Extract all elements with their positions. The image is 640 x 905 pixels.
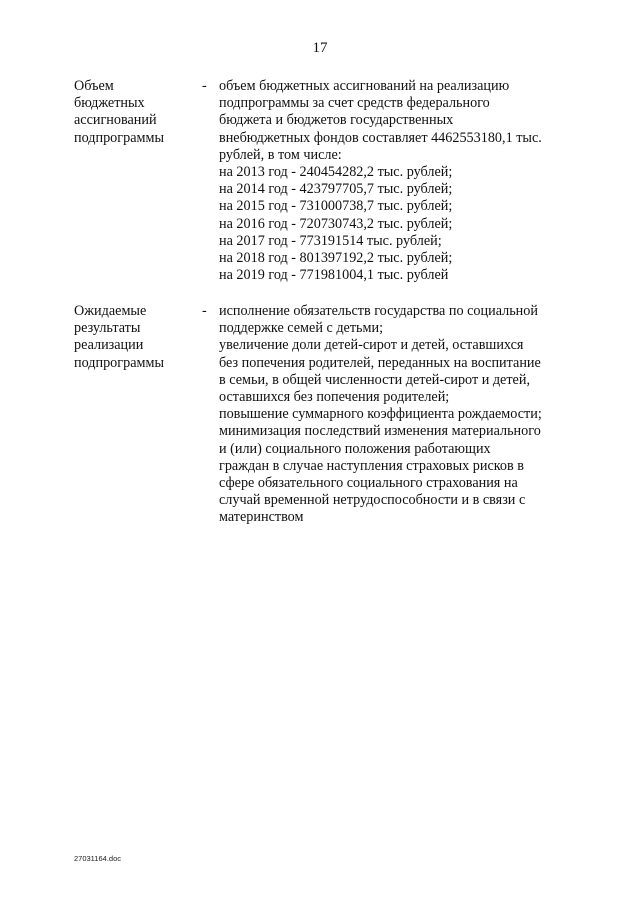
content-line: увеличение доли детей-сирот и детей, оставшихся	[219, 337, 524, 354]
content-line: поддержке семей с детьми;	[219, 320, 384, 337]
content-line: минимизация последствий изменения материального	[219, 423, 541, 440]
content-line: материнством	[219, 509, 304, 526]
section-label-budget: Объем бюджетных ассигнований подпрограммы	[74, 78, 164, 146]
content-line: без попечения родителей, переданных на воспитание	[219, 354, 541, 371]
content-line: на 2017 год - 773191514 тыс. рублей;	[219, 232, 442, 249]
content-line: сфере обязательного социального страхования на	[219, 475, 518, 492]
content-line: повышение суммарного коэффициента рождаемости;	[219, 406, 542, 423]
content-line: на 2019 год - 771981004,1 тыс. рублей	[219, 267, 449, 284]
content-line: и (или) социального положения работающих	[219, 440, 491, 457]
content-line: на 2016 год - 720730743,2 тыс. рублей;	[219, 215, 453, 232]
content-line: в семьи, в общей численности детей-сирот и детей,	[219, 371, 530, 388]
content-line: случай временной нетрудоспособности и в связи с	[219, 492, 526, 509]
content-line: граждан в случае наступления страховых рисков в	[219, 457, 524, 474]
content-line: объем бюджетных ассигнований на реализацию	[219, 78, 510, 94]
section-label-results: Ожидаемые результаты реализации подпрограммы	[74, 303, 164, 371]
content-line: рублей, в том числе:	[219, 146, 342, 163]
content-line: на 2015 год - 731000738,7 тыс. рублей;	[219, 198, 453, 215]
content-line: бюджета и бюджетов государственных	[219, 112, 454, 129]
content-line: на 2018 год - 801397192,2 тыс. рублей;	[219, 250, 453, 267]
content-line: на 2014 год - 423797705,7 тыс. рублей;	[219, 181, 453, 198]
section-content-budget	[219, 78, 579, 284]
content-line: подпрограммы за счет средств федерального	[219, 95, 490, 112]
content-line: оставшихся без попечения родителей;	[219, 389, 450, 406]
content-line: внебюджетных фондов составляет 4462553180,1 тыс.	[219, 129, 542, 146]
content-line: исполнение обязательств государства по социальной	[219, 303, 538, 319]
section-content-results	[219, 303, 579, 527]
footer-file-code: 27031164.doc	[74, 854, 121, 863]
section-dash-budget: -	[202, 78, 207, 94]
content-line: на 2013 год - 240454282,2 тыс. рублей;	[219, 164, 453, 181]
page-number: 17	[312, 40, 328, 56]
section-dash-results: -	[202, 303, 207, 319]
